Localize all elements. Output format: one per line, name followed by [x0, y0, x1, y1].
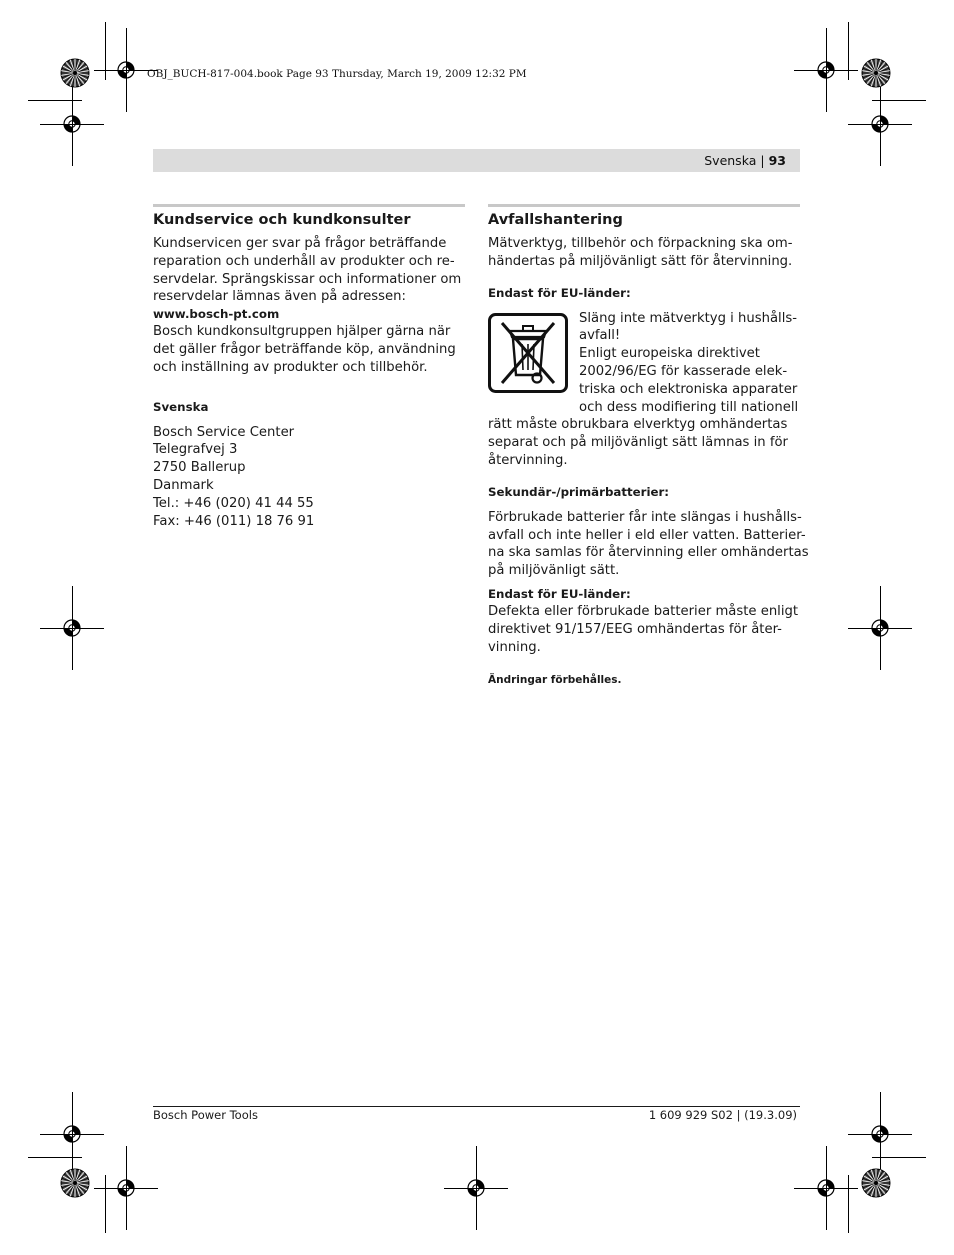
- country-heading: Svenska: [153, 399, 209, 414]
- crop-mark: [848, 22, 849, 80]
- website-link[interactable]: www.bosch-pt.com: [153, 307, 280, 322]
- crosshair-line: [880, 82, 881, 166]
- crosshair-line: [126, 28, 127, 112]
- text-line: reparation och underhåll av produkter och re-: [153, 253, 455, 269]
- crop-mark: [105, 22, 106, 80]
- header-language: Svenska: [704, 153, 757, 168]
- text-line: och dess modifiering till nationell: [579, 399, 799, 415]
- text-line: 2002/96/EG för kasserade elek-: [579, 363, 788, 379]
- text-line: rätt måste obrukbara elverktyg omhändertas: [488, 417, 788, 433]
- address-line: Danmark: [153, 477, 214, 493]
- text-line: det gäller frågor beträffande köp, användning: [153, 341, 456, 357]
- crosshair-line: [826, 1146, 827, 1230]
- crosshair-line: [826, 28, 827, 112]
- text-line: triska och elektroniska apparater: [579, 381, 798, 397]
- page-header-bar: [153, 149, 800, 172]
- crosshair-line: [72, 586, 73, 670]
- text-line: Förbrukade batterier får inte slängas i hushålls-: [488, 509, 802, 525]
- text-line: Kundservicen ger svar på frågor beträffande: [153, 236, 447, 251]
- star-target-icon: [60, 1168, 90, 1198]
- fax-line: Fax: +46 (011) 18 76 91: [153, 513, 315, 529]
- text-line: på miljövänligt sätt.: [488, 563, 620, 579]
- text-line: återvinning.: [488, 452, 568, 468]
- crop-mark: [28, 100, 82, 101]
- text-line: avfall och inte heller i eld eller vatten. Batterier-: [488, 527, 806, 543]
- crop-mark: [872, 1157, 926, 1158]
- text-line: Enligt europeiska direktivet: [579, 346, 760, 362]
- column-rule: [153, 204, 465, 207]
- text-line: na ska samlas för återvinning eller omhändertas: [488, 545, 809, 561]
- changes-reserved-note: Ändringar förbehålles.: [488, 674, 622, 687]
- address-line: Telegrafvej 3: [153, 442, 238, 458]
- page-number: 93: [768, 153, 786, 168]
- text-line: Bosch kundkonsultgruppen hjälper gärna när: [153, 324, 451, 340]
- text-line: avfall!: [579, 328, 621, 344]
- text-line: Defekta eller förbrukade batterier måste enligt: [488, 603, 799, 619]
- crosshair-line: [72, 82, 73, 166]
- text-line: servdelar. Sprängskissar och informationer om: [153, 271, 462, 287]
- text-line: Mätverktyg, tillbehör och förpackning ska om-: [488, 236, 793, 251]
- column-rule: [488, 204, 800, 207]
- customer-service-intro: [153, 235, 465, 306]
- footer-rule: [153, 1106, 800, 1107]
- crossed-out-wheelie-bin-icon: [488, 313, 568, 393]
- disposal-heading: Avfallshantering: [488, 212, 623, 228]
- footer-brand: Bosch Power Tools: [153, 1108, 258, 1122]
- crop-mark: [872, 100, 926, 101]
- text-line: vinning.: [488, 639, 541, 655]
- page-header-text: [704, 153, 786, 168]
- left-column: [153, 204, 465, 530]
- crop-mark: [105, 1175, 106, 1233]
- text-line: Släng inte mätverktyg i hushålls-: [579, 310, 797, 326]
- customer-service-heading: Kundservice och kundkonsulter: [153, 212, 411, 228]
- phone-line: Tel.: +46 (020) 41 44 55: [153, 495, 314, 511]
- star-target-icon: [861, 58, 891, 88]
- header-separator: |: [760, 153, 765, 168]
- crop-mark: [28, 1157, 82, 1158]
- crop-mark: [848, 1175, 849, 1233]
- text-line: händertas på miljövänligt sätt för återvinning.: [488, 253, 793, 269]
- consult-paragraph: [153, 323, 465, 376]
- weee-notice-continued: [488, 416, 800, 469]
- right-column: [488, 204, 809, 689]
- weee-notice: [579, 310, 800, 417]
- crosshair-line: [476, 1146, 477, 1230]
- print-job-info: OBJ_BUCH-817-004.book Page 93 Thursday, March 19, 2009 12:32 PM: [147, 68, 527, 80]
- crosshair-line: [880, 1092, 881, 1176]
- text-line: reservdelar lämnas även på adressen:: [153, 289, 406, 305]
- eu-only-battery-heading: Endast för EU-länder:: [488, 586, 631, 601]
- crosshair-line: [126, 1146, 127, 1230]
- eu-only-heading: Endast för EU-länder:: [488, 285, 631, 300]
- battery-paragraph: [488, 509, 809, 580]
- crosshair-line: [880, 586, 881, 670]
- service-address: [153, 424, 465, 531]
- text-line: direktivet 91/157/EEG omhändertas för åter-: [488, 621, 782, 637]
- text-line: och inställning av produkter och tillbehör.: [153, 359, 428, 375]
- address-line: 2750 Ballerup: [153, 460, 246, 476]
- eu-battery-paragraph: [488, 603, 800, 656]
- disposal-intro: [488, 235, 800, 271]
- star-target-icon: [861, 1168, 891, 1198]
- address-line: Bosch Service Center: [153, 424, 295, 440]
- weee-block: [488, 310, 800, 417]
- text-line: separat och på miljövänligt sätt lämnas in för: [488, 435, 788, 451]
- footer-doc-number: 1 609 929 S02 | (19.3.09): [648, 1108, 797, 1122]
- star-target-icon: [60, 58, 90, 88]
- crosshair-line: [72, 1092, 73, 1176]
- battery-heading: Sekundär-/primärbatterier:: [488, 484, 670, 499]
